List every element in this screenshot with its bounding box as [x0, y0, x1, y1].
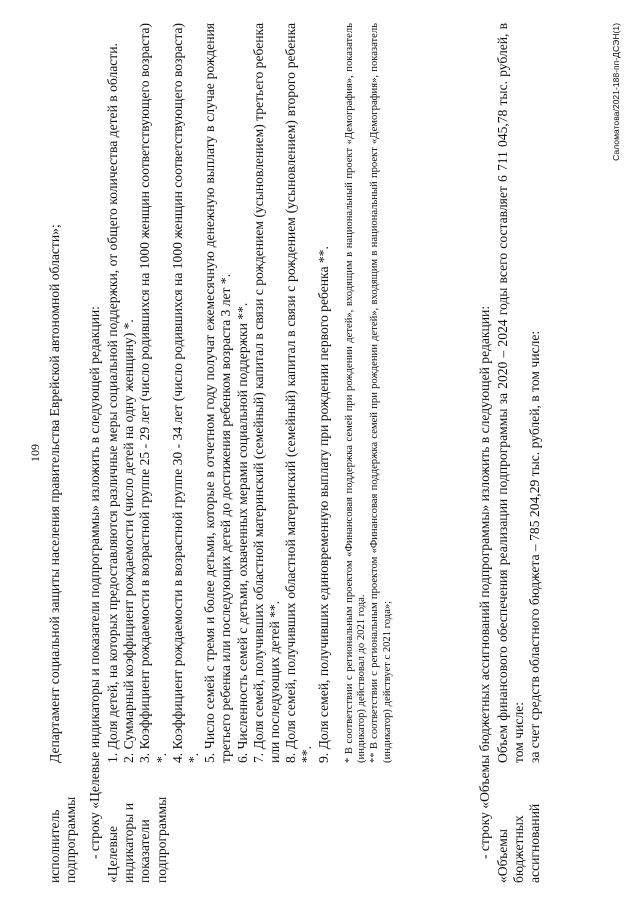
page-number: 109 [27, 443, 42, 462]
indicator-item: 7. Доля семей, получивших областной материнский (семейный) капитал в связи с рождением (усыновлением) третьего ребенка или последующих детей **. [250, 22, 282, 763]
indicators-label: «Целевые индикаторы и показатели подпрограммы [104, 796, 169, 883]
footnote-2: ** В соответствии с региональным проектом «Финансовая поддержка семей при рождении детей», входящим в национальный проект «Демография», показатель (индикатор) действует с 2021 года»; [368, 22, 393, 763]
indicator-item: 9. Доля семей, получивших единовременную выплату при рождении первого ребенка **. [315, 245, 331, 763]
footnote-1: * В соответствии с региональным проектом «Финансовая поддержка семей при рождении детей», входящим в национальный проект «Демография», показатель (индикатор) действовал до 2021 года. [343, 22, 367, 763]
indicators-list [105, 23, 394, 763]
budget-regional: за счет средств областного бюджета – 785 204,29 тыс. рублей, в том числе: [526, 330, 542, 763]
budget-text [495, 23, 544, 763]
document-id: Саломатова/2021-188-пп-ДСЭН(1) [610, 22, 621, 161]
budget-label: «Объемы бюджетных ассигнований [494, 803, 542, 883]
executor-value: Департамент социальной защиты населения правительства Еврейской автономной области»; [46, 223, 62, 763]
indicators-intro: - строку «Целевые индикаторы и показатели подпрограммы» изложить в следующей редакции: [86, 305, 102, 859]
indicator-item: 6. Численность семей с детьми, охваченных мерами социальной поддержки **. [234, 302, 250, 763]
indicator-item: 1. Доля детей, на которых предоставляются различные меры социальной поддержки, от общего количества детей в области. [104, 42, 120, 763]
indicator-item: 8. Доля семей, получивших областной материнский (семейный) капитал в связи с рождением (усыновлением) второго ребенка **. [282, 22, 314, 763]
indicator-item: 5. Число семей с тремя и более детьми, которые в отчетном году получат ежемесячную денежную выплату в случае рождения третьего ребенка или последующих детей до достижения ребенком возраста 3 лет *. [201, 22, 233, 763]
budget-total: Объем финансового обеспечения реализации подпрограммы за 2020 – 2024 годы всего составляет 6 711 045,78 тыс. рублей, в том числе: [494, 22, 526, 763]
indicator-item: 3. Коэффициент рождаемости в возрастной группе 25 - 29 лет (число родившихся на 1000 женщин соответствующего возраста) *. [136, 22, 169, 763]
indicator-item: 2. Суммарный коэффициент рождаемости (число детей на одну женщину) *. [120, 318, 136, 763]
budget-intro: - строку «Объемы бюджетных ассигнований подпрограммы» изложить в следующей редакции: [476, 305, 492, 859]
rotated-page [25, 22, 621, 883]
executor-label: исполнитель подпрограммы [46, 796, 78, 883]
indicator-item: 4. Коэффициент рождаемости в возрастной группе 30 - 34 лет (число родившихся на 1000 женщин соответствующего возраста) *. [169, 22, 201, 763]
